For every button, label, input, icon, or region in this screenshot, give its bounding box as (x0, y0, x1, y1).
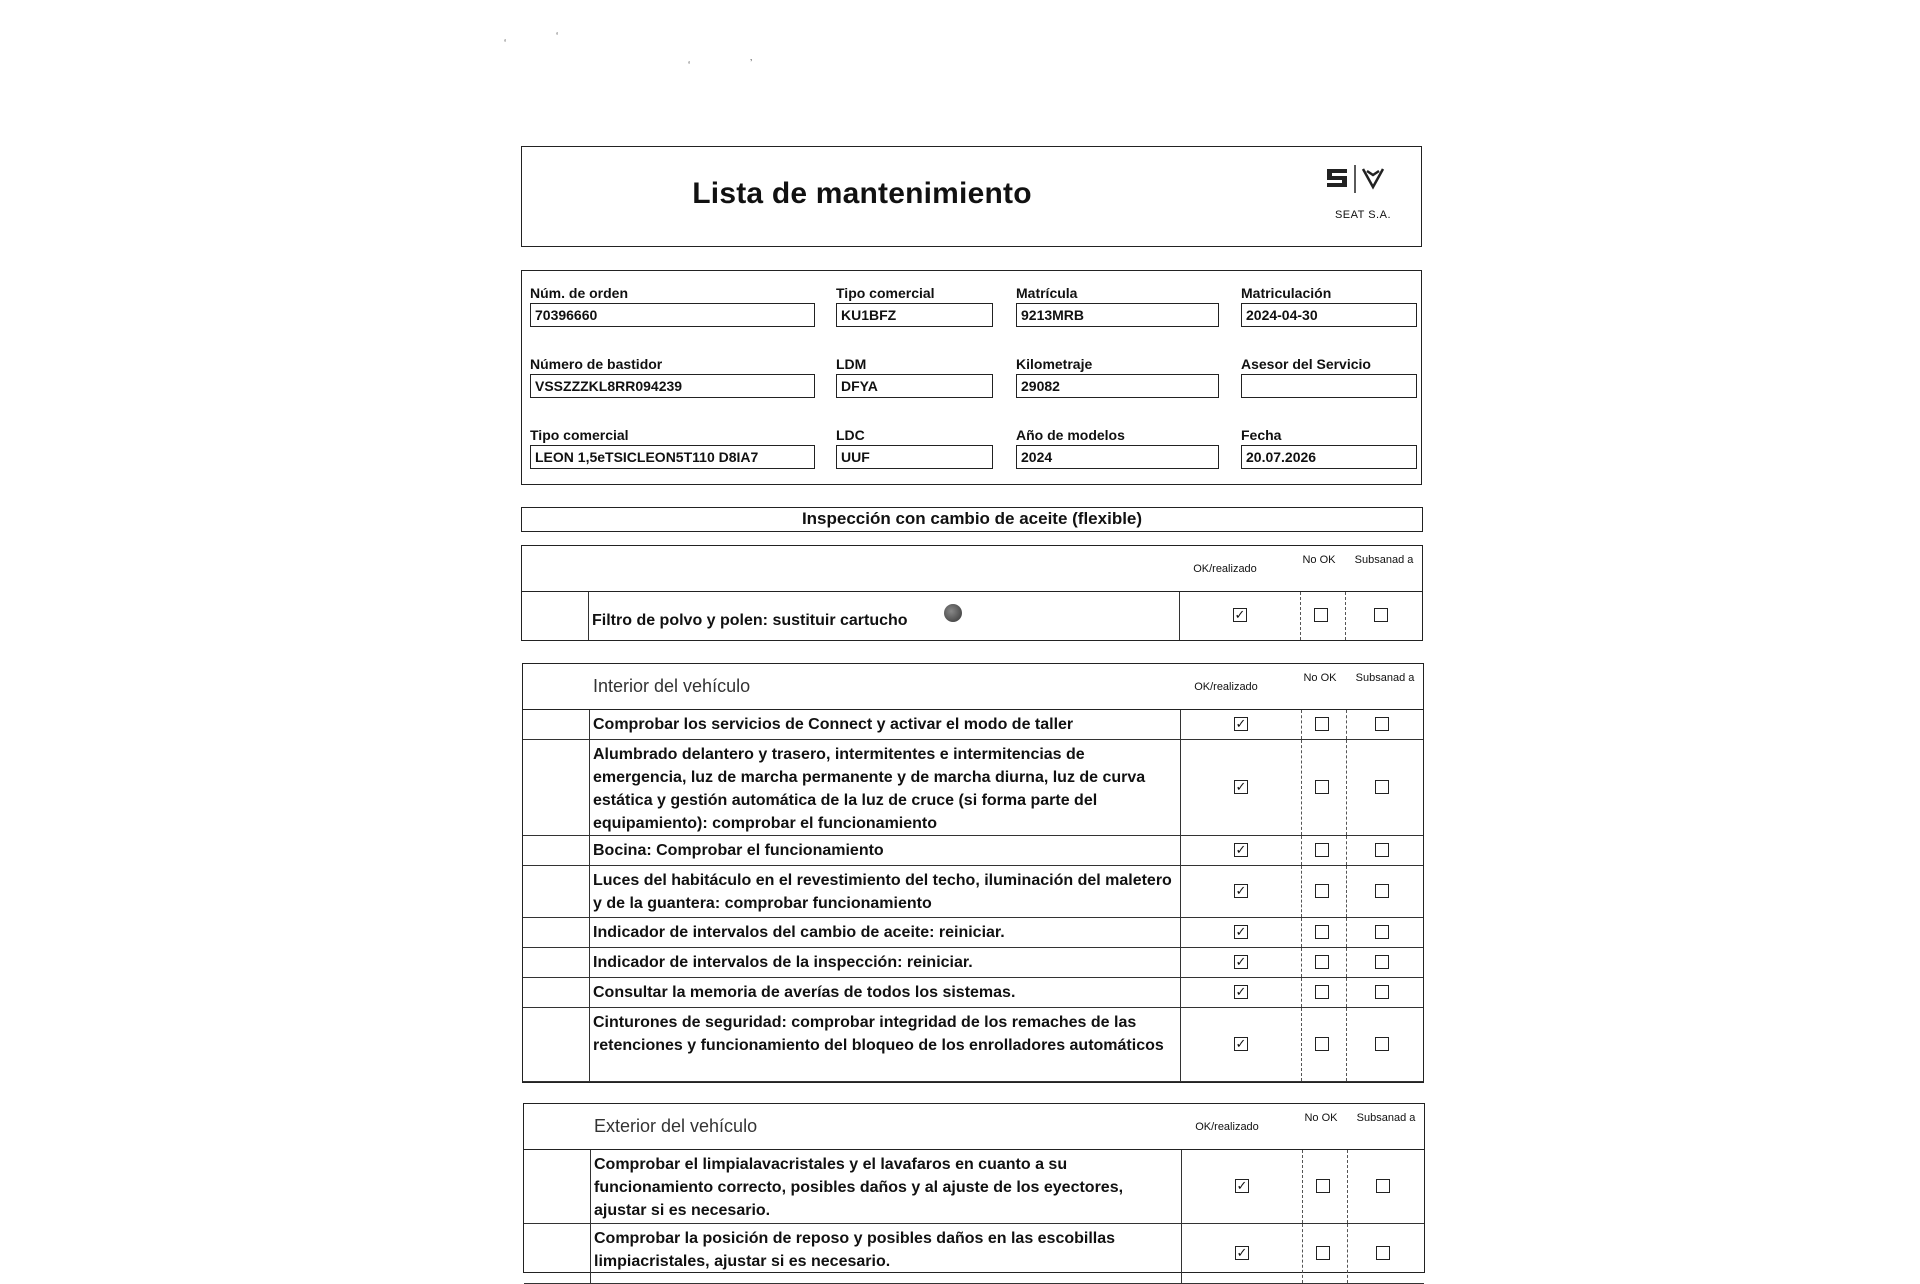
table-header (523, 664, 1423, 710)
column-divider (589, 836, 590, 865)
field-value (1241, 374, 1417, 398)
column-divider (589, 948, 590, 977)
brand-caption: SEAT S.A. (1334, 209, 1391, 221)
column-divider (1180, 740, 1181, 835)
not-ok-checkbox[interactable] (1315, 884, 1329, 898)
field-commercial-type (836, 283, 993, 327)
table-section-title: Interior del vehículo (593, 676, 751, 696)
table-row (523, 918, 1423, 948)
field-value: 29082 (1016, 374, 1219, 398)
ok-checkbox[interactable]: ✓ (1235, 883, 1247, 898)
column-fixed-header: Subsanad a (1356, 1112, 1416, 1124)
table-header (522, 546, 1422, 592)
fixed-checkbox[interactable] (1375, 955, 1389, 969)
field-value: LEON 1,5eTSICLEON5T110 D8IA7 (530, 445, 815, 469)
table-row (523, 710, 1423, 740)
ok-checkbox[interactable]: ✓ (1235, 842, 1247, 857)
column-divider (1301, 948, 1302, 977)
document-title: Lista de mantenimiento (692, 177, 1032, 210)
fixed-checkbox[interactable] (1375, 717, 1389, 731)
not-ok-checkbox[interactable] (1315, 955, 1329, 969)
fixed-checkbox[interactable] (1375, 843, 1389, 857)
column-divider (588, 592, 589, 640)
field-date (1241, 425, 1417, 469)
not-ok-checkbox[interactable] (1315, 780, 1329, 794)
scan-speck: ’ (750, 58, 753, 69)
not-ok-checkbox[interactable] (1315, 985, 1329, 999)
column-ok-header: OK/realizado (1194, 681, 1258, 693)
field-label: Asesor del Servicio (1241, 356, 1371, 372)
check-item-text: Alumbrado delantero y trasero, intermitentes e intermitencias de emergencia, luz de marcha permanente y de marcha diurna, luz de curva estática y gestión automática de la luz de cruce (si forma parte del equipamiento): comprobar el funcionamiento (593, 746, 1146, 832)
checklist-table-general (521, 545, 1423, 641)
table-row (522, 592, 1422, 640)
column-divider (1345, 592, 1346, 640)
column-divider (1180, 866, 1181, 917)
section-banner: Inspección con cambio de aceite (flexible) (521, 507, 1423, 532)
field-ldm (836, 354, 993, 398)
field-ldc (836, 425, 993, 469)
column-divider (1346, 918, 1347, 947)
column-not-ok-header: No OK (1304, 1112, 1338, 1124)
column-divider (1346, 1008, 1347, 1081)
ok-checkbox[interactable]: ✓ (1235, 954, 1247, 969)
table-section-title: Exterior del vehículo (594, 1116, 758, 1136)
field-value: VSSZZZKL8RR094239 (530, 374, 815, 398)
field-label: LDM (836, 356, 867, 372)
check-item-text: Comprobar el limpialavacristales y el lavafaros en cuanto a su funcionamiento correcto, posibles daños y al ajuste de los eyectores, ajustar si es necesario. (594, 1156, 1124, 1219)
column-divider (590, 1224, 591, 1283)
table-row (524, 1224, 1424, 1284)
ok-checkbox[interactable]: ✓ (1235, 984, 1247, 999)
field-label: Fecha (1241, 427, 1282, 443)
column-divider (1346, 740, 1347, 835)
column-divider (1180, 948, 1181, 977)
column-divider (1346, 978, 1347, 1007)
column-divider (1346, 710, 1347, 739)
ok-checkbox[interactable]: ✓ (1235, 716, 1247, 731)
scan-speck: ‘ (688, 60, 691, 71)
check-item-text: Luces del habitáculo en el revestimiento del techo, iluminación del maletero y de la guantera: comprobar funcionamiento (593, 872, 1172, 912)
column-divider (1302, 1224, 1303, 1283)
column-divider (1347, 1150, 1348, 1223)
ok-checkbox[interactable]: ✓ (1235, 924, 1247, 939)
table-row (523, 866, 1423, 918)
fixed-checkbox[interactable] (1375, 884, 1389, 898)
vehicle-info-panel (521, 270, 1422, 485)
check-item-text: Filtro de polvo y polen: sustituir cartucho (592, 612, 908, 629)
field-label: Tipo comercial (836, 285, 935, 301)
fixed-checkbox[interactable] (1376, 1179, 1390, 1193)
table-row (524, 1150, 1424, 1224)
column-divider (1346, 948, 1347, 977)
column-not-ok-header: No OK (1303, 672, 1337, 684)
dot-icon (944, 604, 962, 622)
column-divider (1180, 710, 1181, 739)
ok-checkbox[interactable]: ✓ (1235, 779, 1247, 794)
column-divider (589, 740, 590, 835)
not-ok-checkbox[interactable] (1315, 843, 1329, 857)
check-item-text: Consultar la memoria de averías de todos los sistemas. (593, 984, 1016, 1001)
column-divider (589, 1008, 590, 1081)
field-value: 20.07.2026 (1241, 445, 1417, 469)
column-divider (1180, 978, 1181, 1007)
field-mileage (1016, 354, 1219, 398)
column-ok-header: OK/realizado (1195, 1121, 1259, 1133)
field-model-year (1016, 425, 1219, 469)
column-divider (589, 866, 590, 917)
field-license-plate (1016, 283, 1219, 327)
field-value: KU1BFZ (836, 303, 993, 327)
table-row (523, 1008, 1423, 1082)
column-divider (1346, 866, 1347, 917)
not-ok-checkbox[interactable] (1316, 1179, 1330, 1193)
check-item-text: Indicador de intervalos del cambio de aceite: reiniciar. (593, 924, 1005, 941)
table-header (524, 1104, 1424, 1150)
cupra-logo-icon (1363, 169, 1383, 187)
field-value: DFYA (836, 374, 993, 398)
field-order-number (530, 283, 815, 327)
table-body (523, 710, 1423, 1082)
column-divider (1301, 978, 1302, 1007)
field-label: Matrícula (1016, 285, 1078, 301)
column-fixed-header: Subsanad a (1355, 672, 1415, 684)
column-divider (1301, 740, 1302, 835)
ok-checkbox[interactable]: ✓ (1236, 1178, 1248, 1193)
field-commercial-type-description (530, 425, 815, 469)
fixed-checkbox[interactable] (1375, 780, 1389, 794)
column-divider (1301, 710, 1302, 739)
scan-speck: ‘ (504, 38, 507, 49)
seat-logo-icon (1269, 161, 1409, 211)
column-divider (1347, 1224, 1348, 1283)
ok-checkbox[interactable]: ✓ (1234, 607, 1246, 622)
checklist-table-interior (522, 663, 1424, 1083)
column-divider (1301, 866, 1302, 917)
column-divider (1346, 836, 1347, 865)
checklist-table-exterior (523, 1103, 1425, 1273)
fixed-checkbox[interactable] (1375, 1037, 1389, 1051)
column-divider (1180, 918, 1181, 947)
field-service-advisor (1241, 354, 1417, 398)
column-divider (1181, 1150, 1182, 1223)
field-label: Matriculación (1241, 285, 1332, 301)
column-divider (1300, 592, 1301, 640)
field-value: 9213MRB (1016, 303, 1219, 327)
column-divider (589, 978, 590, 1007)
field-label: Núm. de orden (530, 285, 629, 301)
not-ok-checkbox[interactable] (1315, 717, 1329, 731)
column-divider (1301, 1008, 1302, 1081)
table-body (524, 1150, 1424, 1284)
column-divider (589, 710, 590, 739)
check-item-text: Comprobar los servicios de Connect y activar el modo de taller (593, 716, 1074, 733)
field-value: 70396660 (530, 303, 815, 327)
check-item-text: Cinturones de seguridad: comprobar integridad de los remaches de las retenciones y funcionamiento del bloqueo de los enrolladores automáticos (593, 1014, 1164, 1054)
field-label: Kilometraje (1016, 356, 1093, 372)
not-ok-checkbox[interactable] (1315, 1037, 1329, 1051)
field-label: LDC (836, 427, 865, 443)
check-item-text: Comprobar la posición de reposo y posibles daños en las escobillas limpiacristales, ajustar si es necesario. (594, 1230, 1116, 1270)
ok-checkbox[interactable]: ✓ (1236, 1245, 1248, 1260)
check-item-text: Indicador de intervalos de la inspección: reiniciar. (593, 954, 973, 971)
field-label: Año de modelos (1016, 427, 1125, 443)
table-row (523, 948, 1423, 978)
fixed-checkbox[interactable] (1374, 608, 1388, 622)
column-divider (1302, 1150, 1303, 1223)
field-value: 2024-04-30 (1241, 303, 1417, 327)
check-item-text: Bocina: Comprobar el funcionamiento (593, 842, 884, 859)
fixed-checkbox[interactable] (1376, 1246, 1390, 1260)
table-row (523, 978, 1423, 1008)
ok-checkbox[interactable]: ✓ (1235, 1036, 1247, 1051)
field-vin (530, 354, 815, 398)
column-divider (589, 918, 590, 947)
not-ok-checkbox[interactable] (1316, 1246, 1330, 1260)
fixed-checkbox[interactable] (1375, 985, 1389, 999)
column-not-ok-header: No OK (1302, 554, 1336, 566)
column-divider (1301, 918, 1302, 947)
column-divider (1181, 1224, 1182, 1283)
column-ok-header: OK/realizado (1193, 563, 1257, 575)
column-divider (1180, 836, 1181, 865)
column-fixed-header: Subsanad a (1354, 554, 1414, 566)
table-row (523, 740, 1423, 836)
field-value: 2024 (1016, 445, 1219, 469)
field-value: UUF (836, 445, 993, 469)
field-registration-date (1241, 283, 1417, 327)
table-row (523, 836, 1423, 866)
column-divider (1301, 836, 1302, 865)
document-header (521, 146, 1422, 247)
column-divider (1180, 1008, 1181, 1081)
not-ok-checkbox[interactable] (1314, 608, 1328, 622)
field-label: Tipo comercial (530, 427, 629, 443)
not-ok-checkbox[interactable] (1315, 925, 1329, 939)
column-divider (590, 1150, 591, 1223)
fixed-checkbox[interactable] (1375, 925, 1389, 939)
scan-speck: ‘ (556, 31, 559, 42)
column-divider (1179, 592, 1180, 640)
field-label: Número de bastidor (530, 356, 663, 372)
